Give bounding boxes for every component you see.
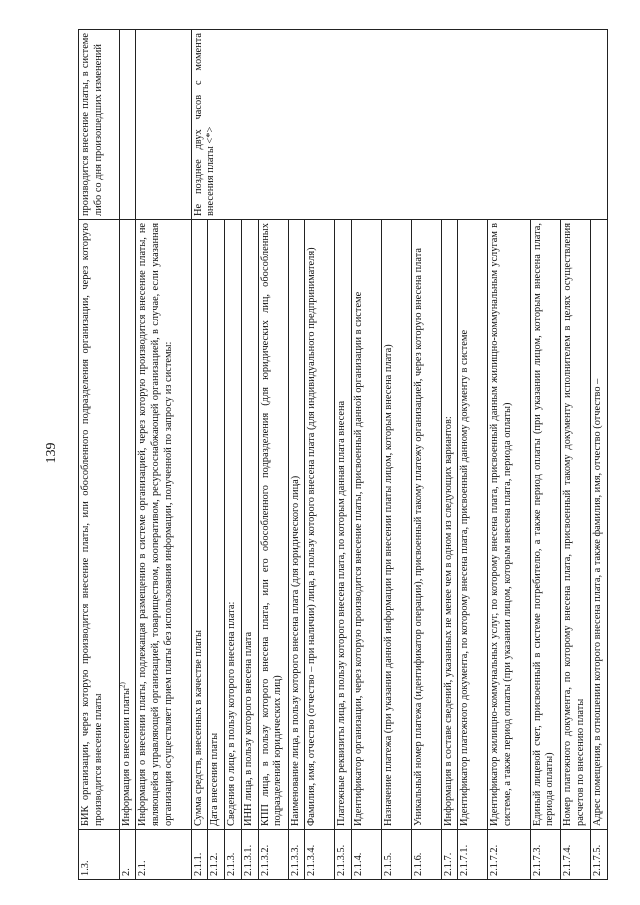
row-number: 2. [119, 830, 136, 880]
row-number: 2.1.1. [191, 830, 208, 880]
table-row [79, 30, 120, 880]
row-text [119, 220, 136, 830]
row-text: Идентификатор организации, через которую производится внесение платы, присвоенный данной организации в системе [352, 220, 382, 830]
row-number: 2.1.7. [441, 830, 458, 880]
row-text: Идентификатор жилищно-коммунальных услуг, по которому внесена плата, присвоенный данным жилищно-коммунальным услугам в системе, а также период оплаты (при указании лицом, которым внесена плата, периода оплаты) [488, 220, 531, 830]
page-number: 139 [44, 442, 59, 464]
document-table-rotated [78, 30, 608, 880]
row-text: Идентификатор платежного документа, по которому внесена плата, присвоенный данному документу в системе [458, 220, 488, 830]
row-text: Назначение платежа (при указании данной информации при внесении платы лицом, которым внесена плата) [381, 220, 411, 830]
row-text: Сведения о лице, в пользу которого внесена плата: [225, 220, 242, 830]
row-text: Платежные реквизиты лица, в пользу которого внесена плата, по которым данная плата внесена [335, 220, 352, 830]
row-number: 2.1.7.2. [488, 830, 531, 880]
row-number: 2.1.7.4. [560, 830, 590, 880]
row-text: Информация в составе сведений, указанных не менее чем в одном из следующих вариантов: [441, 220, 458, 830]
row-text: Информация о внесении платы, подлежащая размещению в системе организацией, через которую производится внесение платы, не являющейся управляющей организацией, товариществом, кооперативом, ресурсоснабжающей организацией, в случае, если указанная организация осуществляет прием платы без использования информации, полученной по запросу из системы: [136, 220, 191, 830]
row-number: 2.1. [136, 830, 191, 880]
row-number: 1.3. [79, 830, 120, 880]
row-text: Адрес помещения, в отношении которого внесена плата, а также фамилия, имя, отчество (отчество – [591, 220, 608, 830]
row-text: ИНН лица, в пользу которого внесена плата [241, 220, 258, 830]
row-text: Наименование лица, в пользу которого внесена плата (для юридического лица) [288, 220, 305, 830]
row-text: Уникальный номер платежа (идентификатор операции), присвоенный такому платежу организацией, через которую внесена плата [411, 220, 441, 830]
row-number: 2.1.3. [225, 830, 242, 880]
timing-cell-empty [119, 30, 136, 220]
row-text: Единый лицевой счет, присвоенный в системе потребителю, а также период оплаты (при указании лицом, которым внесена плата, периода оплаты) [530, 220, 560, 830]
row-number: 2.1.3.1. [241, 830, 258, 880]
row-text: КПП лица, в пользу которого внесена плата, или его обособленного подразделения (для юридических лиц, обособленных подразделений юридических лиц) [258, 220, 288, 830]
row-number: 2.1.7.3. [530, 830, 560, 880]
timing-cell-empty [136, 30, 191, 220]
row-text-main: Информация о внесении платы [120, 687, 132, 826]
row-text: Дата внесения платы [208, 220, 225, 830]
row-number: 2.1.7.5. [591, 830, 608, 880]
row-number: 2.1.2. [208, 830, 225, 880]
table-row [191, 30, 208, 880]
table-row [136, 30, 191, 880]
timing-text: Не позднее двух часов с момента внесения платы <*> [191, 30, 607, 220]
timing-text: производится внесение платы, в системе либо со дня произошедших изменений [79, 30, 120, 220]
row-number: 2.1.3.5. [335, 830, 352, 880]
table-row [119, 30, 136, 880]
row-text: БИК организации, через которую производится внесение платы, или обособленного подразделения организации, через которую производится внесение платы [79, 220, 120, 830]
row-text: Сумма средств, внесенных в качестве платы [191, 220, 208, 830]
row-number: 2.1.7.1. [458, 830, 488, 880]
row-number: 2.1.6. [411, 830, 441, 880]
row-text: Номер платежного документа, по которому внесена плата, присвоенный такому документу исполнителем в целях осуществления расчетов по внесению платы [560, 220, 590, 830]
footnote-marker: 2) [118, 682, 127, 688]
row-text: Фамилия, имя, отчество (отчество – при наличии) лица, в пользу которого внесена плата (для индивидуального предпринимателя) [305, 220, 335, 830]
row-number: 2.1.3.3. [288, 830, 305, 880]
row-number: 2.1.4. [352, 830, 382, 880]
row-number: 2.1.5. [381, 830, 411, 880]
row-number: 2.1.3.2. [258, 830, 288, 880]
requirements-table [78, 29, 608, 880]
row-number: 2.1.3.4. [305, 830, 335, 880]
